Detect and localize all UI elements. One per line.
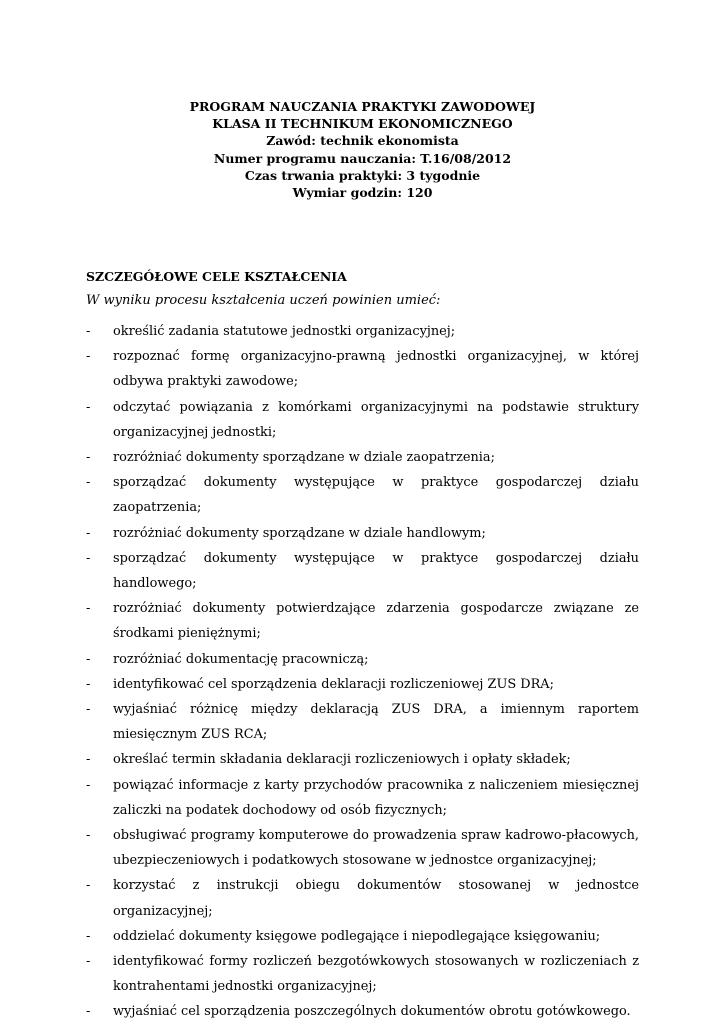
- list-item: [86, 747, 639, 772]
- list-bullet: -: [86, 878, 91, 894]
- list-item: [86, 672, 639, 697]
- list-bullet: -: [86, 349, 91, 365]
- list-item: [86, 546, 639, 596]
- list-item-text: rozróżniać dokumentację pracowniczą;: [113, 651, 369, 667]
- list-item: [86, 445, 639, 470]
- list-bullet: -: [86, 450, 91, 466]
- list-bullet: -: [86, 702, 91, 718]
- list-bullet: -: [86, 525, 91, 541]
- header-program-title: PROGRAM NAUCZANIA PRAKTYKI ZAWODOWEJ: [189, 99, 536, 114]
- objectives-list: [86, 319, 639, 1025]
- list-item-text: korzystać z instrukcji obiegu dokumentów stosowanej w jednostce organizacyjnej;: [113, 878, 639, 919]
- header-hours: Wymiar godzin: 120: [292, 185, 433, 201]
- list-item-text: rozpoznać formę organizacyjno-prawną jednostki organizacyjnej, w której odbywa praktyki zawodowe;: [113, 349, 639, 390]
- list-bullet: -: [86, 1004, 91, 1020]
- list-item-text: powiązać informacje z karty przychodów pracownika z naliczeniem miesięcznej zaliczki na podatek dochodowy od osób fizycznych;: [113, 777, 639, 818]
- list-item-text: sporządzać dokumenty występujące w praktyce gospodarczej działu handlowego;: [113, 550, 639, 592]
- list-item-text: wyjaśniać różnicę między deklaracją ZUS DRA, a imiennym raportem miesięcznym ZUS RCA;: [113, 702, 639, 743]
- list-bullet: -: [86, 752, 91, 768]
- section-intro: W wyniku procesu kształcenia uczeń powinien umieć:: [86, 293, 441, 308]
- list-item-text: rozróżniać dokumenty sporządzane w dziale handlowym;: [113, 525, 486, 541]
- list-item-text: sporządzać dokumenty występujące w praktyce gospodarczej działu zaopatrzenia;: [113, 475, 639, 516]
- header-profession: Zawód: technik ekonomista: [266, 133, 459, 149]
- list-item-text: identyfikować formy rozliczeń bezgotówkowych stosowanych w rozliczeniach z kontrahentami jednostki organizacyjnej;: [113, 954, 639, 995]
- list-bullet: -: [86, 828, 91, 844]
- list-item-text: wyjaśniać cel sporządzenia poszczególnych dokumentów obrotu gotówkowego.: [113, 1004, 631, 1020]
- list-bullet: -: [86, 324, 91, 339]
- list-bullet: -: [86, 601, 91, 617]
- list-bullet: -: [86, 475, 91, 491]
- list-bullet: -: [86, 550, 91, 566]
- list-item: [86, 949, 639, 999]
- list-item-text: rozróżniać dokumenty sporządzane w dziale zaopatrzenia;: [113, 450, 495, 466]
- list-item: [86, 999, 639, 1024]
- list-item-text: oddzielać dokumenty księgowe podlegające i niepodlegające księgowaniu;: [113, 928, 601, 944]
- list-item-text: identyfikować cel sporządzenia deklaracji rozliczeniowej ZUS DRA;: [113, 676, 554, 692]
- list-item: [86, 773, 639, 823]
- list-item-text: określić zadania statutowe jednostki organizacyjnej;: [113, 324, 456, 339]
- list-item-text: obsługiwać programy komputerowe do prowadzenia spraw kadrowo-płacowych, ubezpieczeniowych i podatkowych stosowane w jednostce organizacyjnej;: [113, 828, 639, 869]
- list-item: [86, 873, 639, 923]
- list-item-text: odczytać powiązania z komórkami organizacyjnymi na podstawie struktury organizacyjnej jednostki;: [113, 399, 639, 440]
- list-bullet: -: [86, 777, 91, 793]
- list-item: [86, 647, 639, 672]
- list-bullet: -: [86, 676, 91, 692]
- list-item: [86, 823, 639, 873]
- list-item-text: rozróżniać dokumenty potwierdzające zdarzenia gospodarcze związane ze środkami pieniężnymi;: [113, 601, 639, 642]
- document-header: [0, 98, 725, 201]
- list-bullet: -: [86, 954, 91, 970]
- list-item: [86, 924, 639, 949]
- list-bullet: -: [86, 399, 91, 415]
- header-duration: Czas trwania praktyki: 3 tygodnie: [244, 167, 481, 183]
- list-item: [86, 344, 639, 394]
- list-item: [86, 521, 639, 546]
- section-title: SZCZEGÓŁOWE CELE KSZTAŁCENIA: [86, 269, 347, 284]
- list-item: [86, 319, 639, 344]
- list-item: [86, 596, 639, 646]
- list-item: [86, 470, 639, 520]
- list-bullet: -: [86, 651, 91, 667]
- list-bullet: -: [86, 928, 91, 944]
- list-item-text: określać termin składania deklaracji rozliczeniowych i opłaty składek;: [113, 752, 571, 768]
- list-item: [86, 697, 639, 747]
- header-program-number: Numer programu nauczania: T.16/08/2012: [213, 150, 512, 166]
- list-item: [86, 395, 639, 445]
- header-class: KLASA II TECHNIKUM EKONOMICZNEGO: [212, 116, 513, 132]
